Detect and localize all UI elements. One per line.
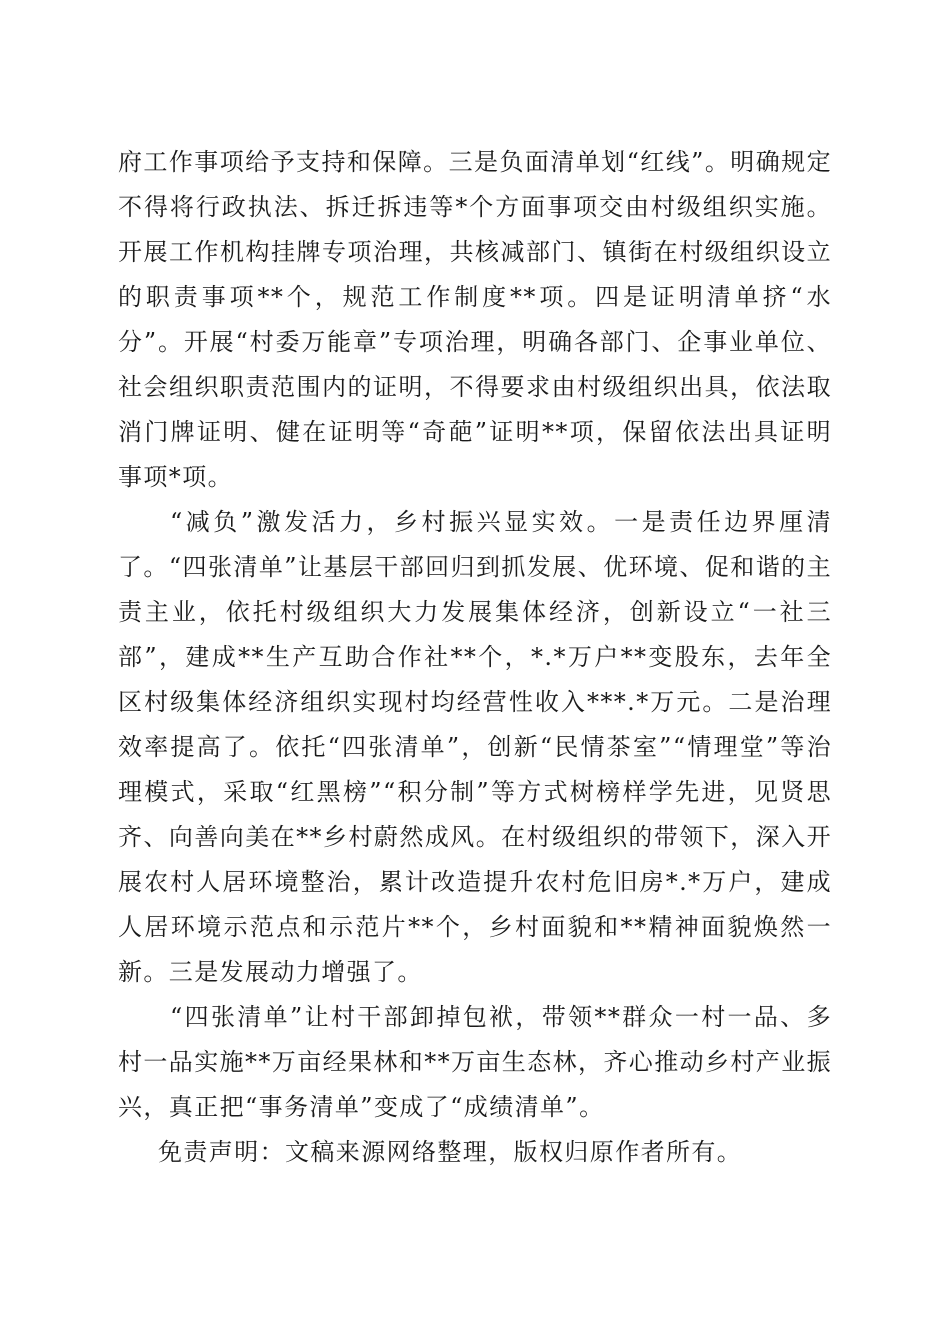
paragraph-conclusion: “四张清单”让村干部卸掉包袱，带领**群众一村一品、多村一品实施**万亩经果林和**万亩生态林，齐心推动乡村产业振兴，真正把“事务清单”变成了“成绩清单”。 (118, 1003, 832, 1121)
disclaimer-text: 免责声明：文稿来源网络整理，版权归原作者所有。 (158, 1138, 743, 1166)
document-body (118, 140, 832, 1175)
paragraph-results: “减负”激发活力，乡村振兴显实效。一是责任边界厘清了。“四张清单”让基层干部回归到抓发展、优环境、促和谐的主责主业，依托村级组织大力发展集体经济，创新设立“一社三部”，建成**生产互助合作社**个，*.*万户**变股东，去年全区村级集体经济组织实现村均经营性收入***.*万元。二是治理效率提高了。依托“四张清单”，创新“民情茶室”“情理堂”等治理模式，采取“红黑榜”“积分制”等方式树榜样学先进，见贤思齐、向善向美在**乡村蔚然成风。在村级组织的带领下，深入开展农村人居环境整治，累计改造提升农村危旧房*.*万户，建成人居环境示范点和示范片**个，乡村面貌和**精神面貌焕然一新。三是发展动力增强了。 (118, 508, 832, 986)
paragraph-continuation: 府工作事项给予支持和保障。三是负面清单划“红线”。明确规定不得将行政执法、拆迁拆违等*个方面事项交由村级组织实施。开展工作机构挂牌专项治理，共核减部门、镇街在村级组织设立的职责事项**个，规范工作制度**项。四是证明清单挤“水分”。开展“村委万能章”专项治理，明确各部门、企事业单位、社会组织职责范围内的证明，不得要求由村级组织出具，依法取消门牌证明、健在证明等“奇葩”证明**项，保留依法出具证明事项*项。 (118, 148, 832, 491)
